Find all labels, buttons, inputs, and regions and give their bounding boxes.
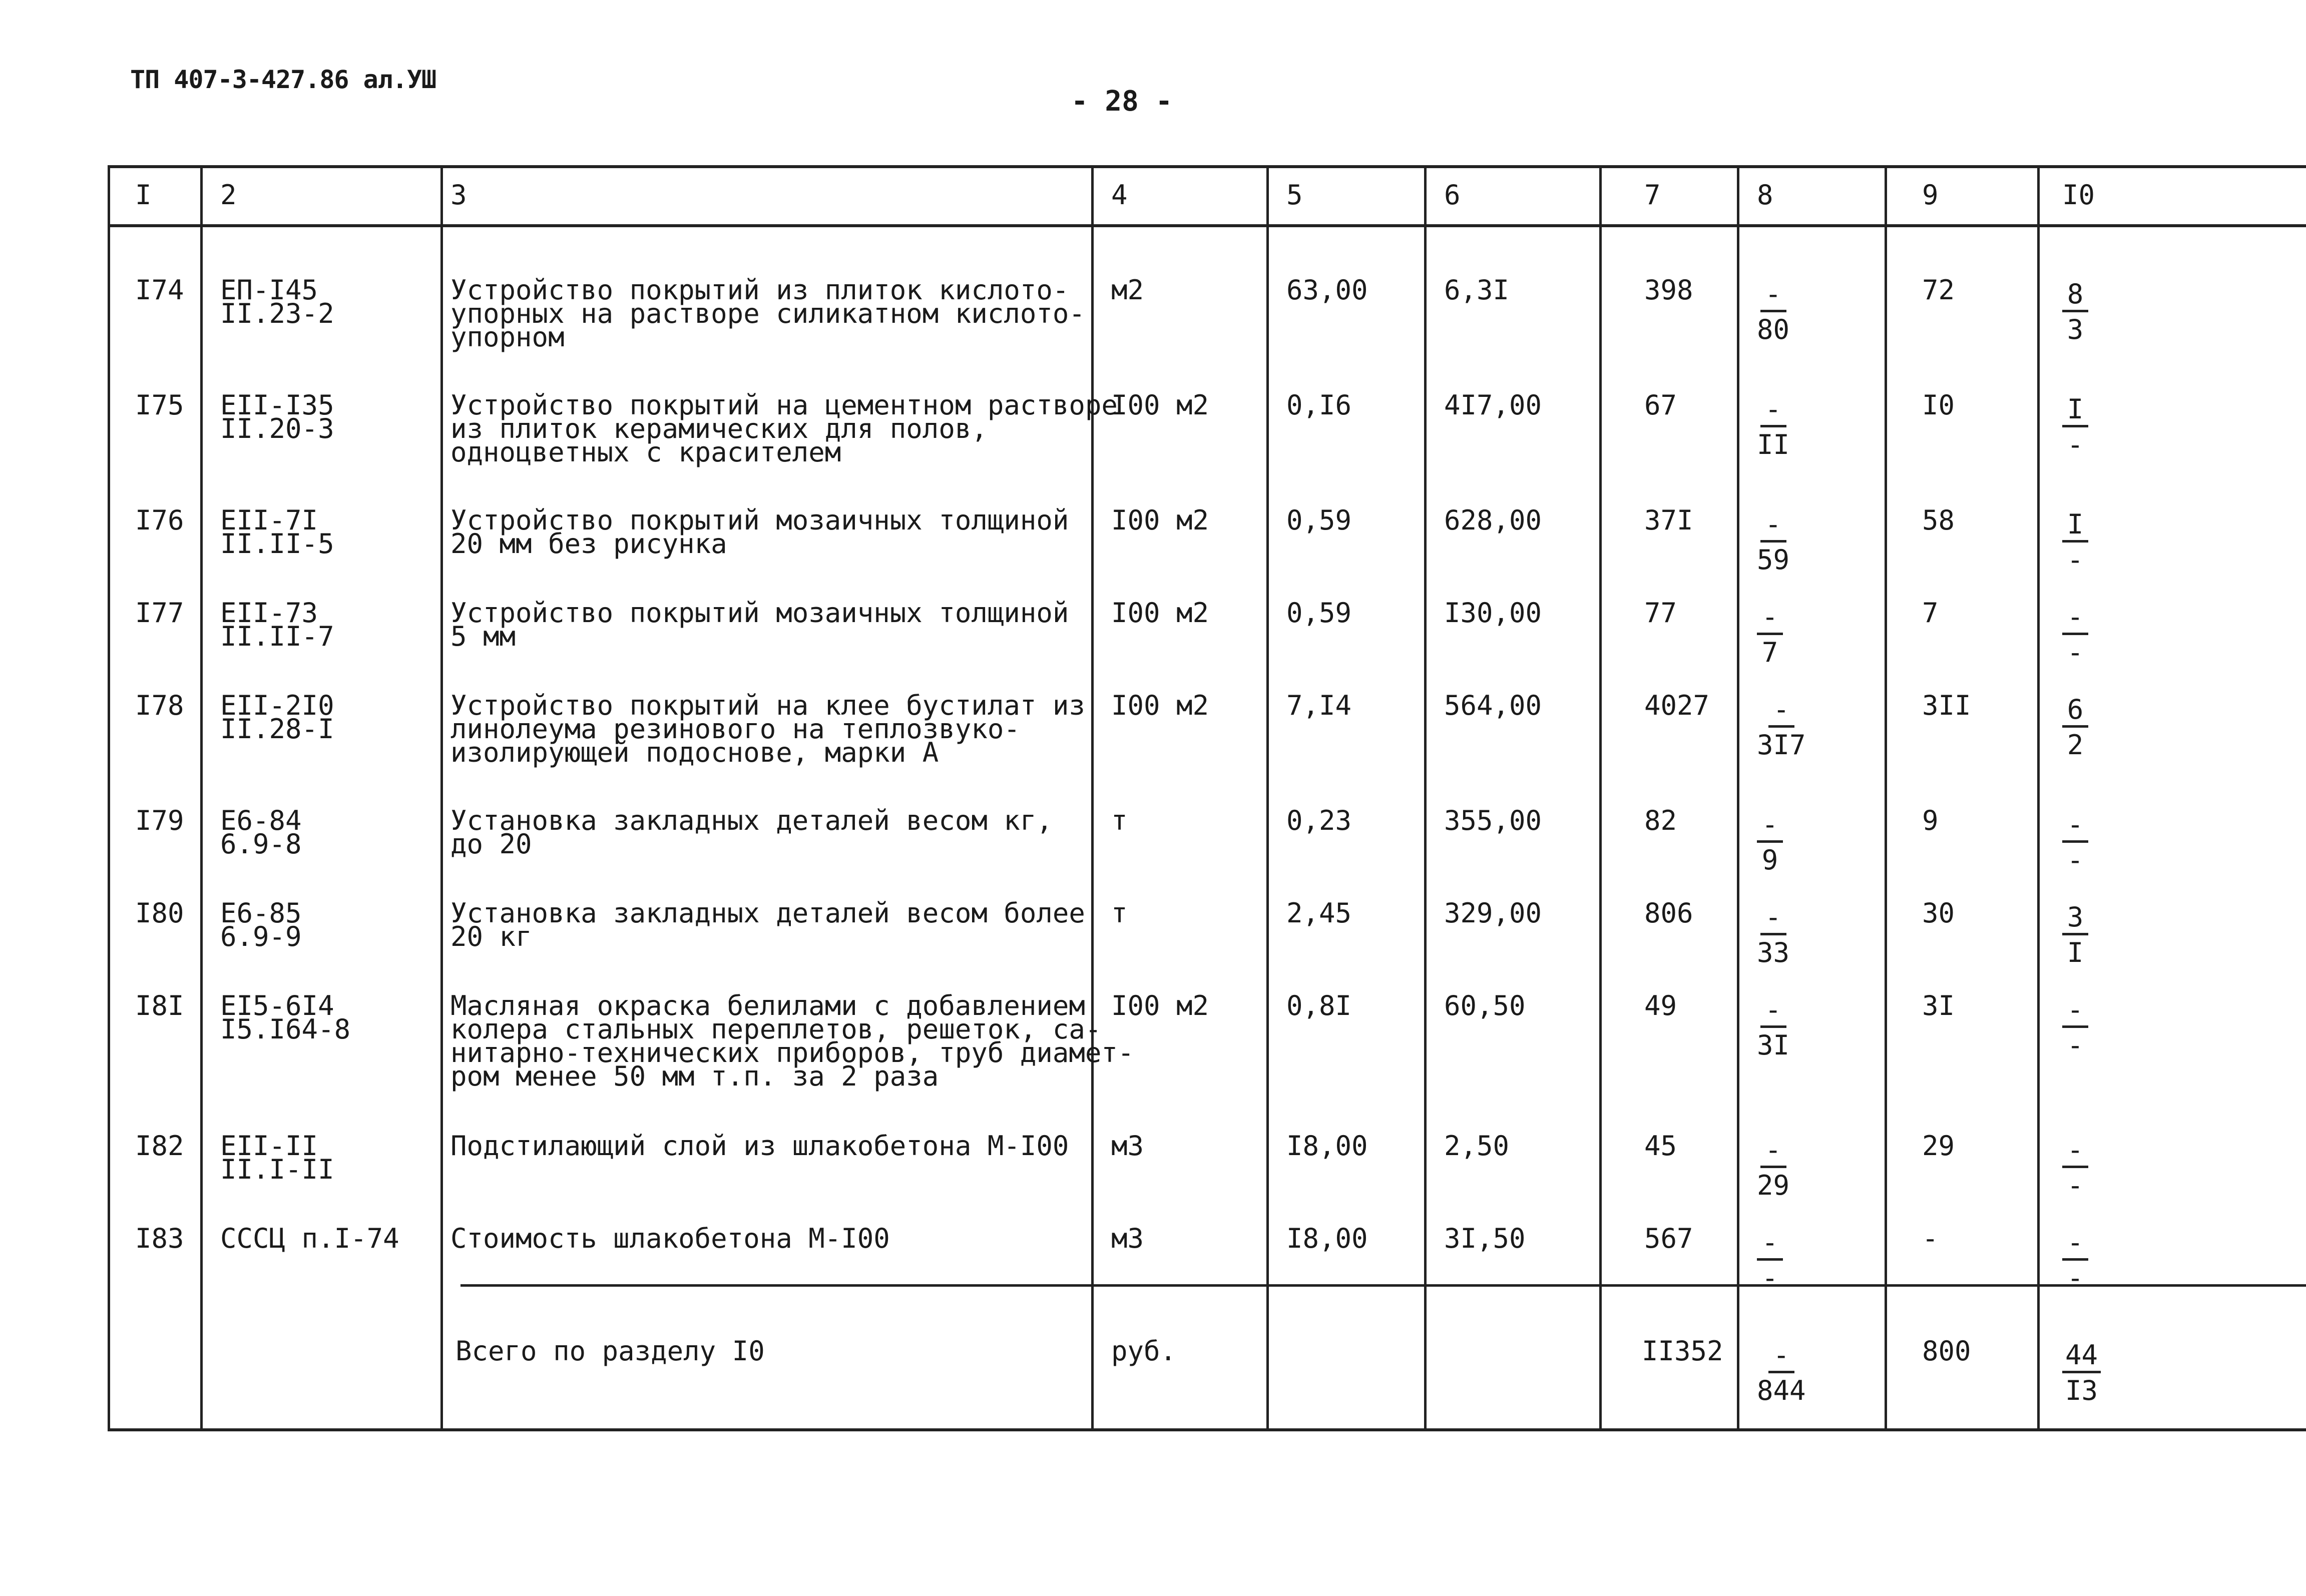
row-col8-fraction xyxy=(1757,393,1790,460)
row-col10-fraction-numerator: I xyxy=(2062,396,2088,427)
row-unit: м3 xyxy=(1111,1130,1144,1162)
row-description-line: Установка закладных деталей весом кг, xyxy=(450,805,1053,836)
row-description-line: до 20 xyxy=(450,828,532,860)
row-code-line: Е6-85 xyxy=(220,897,302,929)
row-col8-fraction-denominator: 29 xyxy=(1757,1170,1790,1201)
row-col8-fraction xyxy=(1757,278,1790,345)
row-code-line: 6.9-8 xyxy=(220,828,302,860)
row-quantity: 7,I4 xyxy=(1286,690,1352,721)
row-description-line: из плиток керамических для полов, xyxy=(450,413,988,444)
row-col9: 3II xyxy=(1922,690,1971,721)
row-col9: 3I xyxy=(1922,990,1955,1021)
row-col10-fraction-denominator: - xyxy=(2067,1029,2084,1061)
row-col10-fraction xyxy=(2062,696,2088,759)
row-code-line: ЕII-I35 xyxy=(220,389,334,421)
row-number: I76 xyxy=(135,504,184,536)
column-divider xyxy=(1599,168,1602,1428)
row-col10-fraction-numerator: - xyxy=(2062,811,2088,843)
row-quantity: I8,00 xyxy=(1286,1130,1368,1162)
row-cost: 806 xyxy=(1644,897,1693,929)
row-col9: 9 xyxy=(1922,805,1939,836)
row-col9: 30 xyxy=(1922,897,1955,929)
row-unit: м2 xyxy=(1111,274,1144,306)
row-unit: I00 м2 xyxy=(1111,690,1209,721)
row-number: I83 xyxy=(135,1223,184,1254)
row-number: I75 xyxy=(135,389,184,421)
row-col8-fraction-numerator: - xyxy=(1760,511,1786,543)
column-header: I xyxy=(135,179,152,211)
row-col10-fraction-numerator: I xyxy=(2062,511,2088,543)
row-col10-fraction-denominator: - xyxy=(2067,1170,2084,1201)
row-col10-fraction-numerator: - xyxy=(2062,1137,2088,1168)
row-description-line: 5 мм xyxy=(450,621,516,652)
column-header: 2 xyxy=(220,179,237,211)
row-unit: I00 м2 xyxy=(1111,504,1209,536)
row-col9: I0 xyxy=(1922,389,1955,421)
row-quantity: 0,59 xyxy=(1286,597,1352,629)
row-unit: I00 м2 xyxy=(1111,389,1209,421)
column-header: 5 xyxy=(1286,179,1303,211)
row-col8-fraction-denominator: 80 xyxy=(1757,314,1790,345)
row-unit-price: 3I,50 xyxy=(1444,1223,1526,1254)
row-number: I77 xyxy=(135,597,184,629)
column-divider xyxy=(1424,168,1427,1428)
row-unit-price: 628,00 xyxy=(1444,504,1542,536)
row-col9: 58 xyxy=(1922,504,1955,536)
row-cost: 49 xyxy=(1644,990,1677,1021)
row-col10-fraction-denominator: - xyxy=(2067,544,2084,576)
row-description-line: Подстилающий слой из шлакобетона М-I00 xyxy=(450,1130,1069,1162)
page-number: - 28 - xyxy=(1071,85,1173,118)
total-col10-fraction-denominator: I3 xyxy=(2065,1375,2098,1406)
total-col8-fraction-numerator: - xyxy=(1768,1342,1794,1373)
row-col8-fraction-numerator: - xyxy=(1760,396,1786,427)
row-col8-fraction-numerator: - xyxy=(1760,1137,1786,1168)
row-code-line: II.20-3 xyxy=(220,413,334,444)
row-code-line: ЕII-73 xyxy=(220,597,318,629)
total-col10-fraction-numerator: 44 xyxy=(2062,1342,2101,1373)
row-description-line: 20 мм без рисунка xyxy=(450,528,727,560)
row-col8-fraction-denominator: 33 xyxy=(1757,937,1790,968)
row-number: I79 xyxy=(135,805,184,836)
column-header: 4 xyxy=(1111,179,1128,211)
row-col10-fraction xyxy=(2062,601,2088,668)
row-col10-fraction-numerator: - xyxy=(2062,1229,2088,1261)
row-col8-fraction-denominator: 7 xyxy=(1761,637,1778,668)
row-unit: м3 xyxy=(1111,1223,1144,1254)
row-quantity: 63,00 xyxy=(1286,274,1368,306)
row-unit: т xyxy=(1111,897,1128,929)
row-code-line: Е6-84 xyxy=(220,805,302,836)
row-col10-fraction-numerator: - xyxy=(2062,604,2088,635)
row-description-line: колера стальных переплетов, решеток, са- xyxy=(450,1013,1102,1045)
row-description-line: ром менее 50 мм т.п. за 2 раза xyxy=(450,1060,939,1092)
row-unit: I00 м2 xyxy=(1111,990,1209,1021)
row-code-line: II.23-2 xyxy=(220,298,334,329)
row-cost: 67 xyxy=(1644,389,1677,421)
row-col10-fraction-denominator: - xyxy=(2067,1262,2084,1294)
column-divider xyxy=(2037,168,2040,1428)
column-header: 9 xyxy=(1922,179,1939,211)
row-col10-fraction xyxy=(2062,996,2088,1059)
row-description-line: линолеума резинового на теплозвуко- xyxy=(450,713,1020,745)
row-col8-fraction xyxy=(1757,901,1790,968)
row-description-line: Масляная окраска белилами с добавлением xyxy=(450,990,1085,1021)
row-col10-fraction-denominator: - xyxy=(2067,844,2084,876)
header-rule xyxy=(110,224,2306,227)
row-col8-fraction-numerator: - xyxy=(1760,904,1786,935)
column-header: 6 xyxy=(1444,179,1461,211)
row-col8-fraction-denominator: - xyxy=(1761,1262,1778,1294)
row-col10-fraction xyxy=(2062,508,2088,576)
row-col9: 29 xyxy=(1922,1130,1955,1162)
row-quantity: 0,I6 xyxy=(1286,389,1352,421)
row-number: I8I xyxy=(135,990,184,1021)
column-divider xyxy=(1266,168,1269,1428)
row-col10-fraction-denominator: I xyxy=(2067,937,2084,968)
row-unit-price: 60,50 xyxy=(1444,990,1526,1021)
row-col10-fraction xyxy=(2062,901,2088,968)
row-col8-fraction-numerator: - xyxy=(1760,996,1786,1028)
row-quantity: 0,8I xyxy=(1286,990,1352,1021)
row-cost: 37I xyxy=(1644,504,1693,536)
row-col8-fraction xyxy=(1757,1229,1783,1292)
column-header: 7 xyxy=(1644,179,1661,211)
row-description-line: Стоимость шлакобетона М-I00 xyxy=(450,1223,890,1254)
row-cost: 45 xyxy=(1644,1130,1677,1162)
total-col9: 800 xyxy=(1922,1335,1971,1367)
row-code-line: ЕII-2I0 xyxy=(220,690,334,721)
document-code: ТП 407-3-427.86 ал.УШ xyxy=(130,65,436,94)
row-col8-fraction-denominator: II xyxy=(1757,429,1790,460)
row-col8-fraction xyxy=(1757,996,1789,1059)
row-col9: - xyxy=(1922,1223,1939,1254)
row-description-line: упорных на растворе силикатном кислото- xyxy=(450,298,1085,329)
row-code-line: 6.9-9 xyxy=(220,921,302,952)
row-number: I74 xyxy=(135,274,184,306)
row-code-line: ЕII-7I xyxy=(220,504,318,536)
total-col8-fraction-denominator: 844 xyxy=(1757,1375,1806,1406)
row-unit-price: 329,00 xyxy=(1444,897,1542,929)
row-cost: 4027 xyxy=(1644,690,1710,721)
row-description-line: Устройство покрытий из плиток кислото- xyxy=(450,274,1069,306)
row-col10-fraction-numerator: 6 xyxy=(2062,696,2088,728)
total-col8-fraction xyxy=(1757,1339,1806,1406)
row-col8-fraction-denominator: 59 xyxy=(1757,544,1790,576)
column-header: 8 xyxy=(1757,179,1773,211)
row-col8-fraction-denominator: 3I xyxy=(1757,1029,1790,1061)
column-header: I0 xyxy=(2062,179,2095,211)
row-description-line: упорном xyxy=(450,321,565,353)
column-divider xyxy=(1091,168,1094,1428)
row-description-line: Устройство покрытий на цементном растворе xyxy=(450,389,1118,421)
row-col10-fraction xyxy=(2062,393,2088,460)
row-col8-fraction xyxy=(1757,601,1783,668)
total-cost: II352 xyxy=(1642,1335,1723,1367)
total-col10-fraction xyxy=(2062,1339,2101,1406)
column-header: 3 xyxy=(450,179,467,211)
row-code-line: II.II-7 xyxy=(220,621,334,652)
row-description-line: Устройство покрытий на клее бустилат из xyxy=(450,690,1085,721)
row-col10-fraction-numerator: 8 xyxy=(2062,281,2088,312)
row-unit: т xyxy=(1111,805,1128,836)
row-col10-fraction xyxy=(2062,811,2088,874)
row-code-line: ЕП-I45 xyxy=(220,274,318,306)
row-description-line: одноцветных с красителем xyxy=(450,436,841,468)
row-col8-fraction-numerator: - xyxy=(1757,604,1783,635)
total-description: Всего по разделу I0 xyxy=(455,1335,765,1367)
row-col8-fraction xyxy=(1757,508,1790,576)
row-code-line: СССЦ п.I-74 xyxy=(220,1223,399,1254)
row-unit-price: I30,00 xyxy=(1444,597,1542,629)
row-unit: I00 м2 xyxy=(1111,597,1209,629)
row-quantity: 2,45 xyxy=(1286,897,1352,929)
row-description-line: 20 кг xyxy=(450,921,532,952)
row-col8-fraction-numerator: - xyxy=(1760,281,1786,312)
row-col10-fraction-denominator: - xyxy=(2067,429,2084,460)
column-divider xyxy=(440,168,443,1428)
row-col8-fraction-denominator: 3I7 xyxy=(1757,729,1806,761)
row-col8-fraction xyxy=(1757,1134,1790,1201)
row-quantity: I8,00 xyxy=(1286,1223,1368,1254)
row-number: I80 xyxy=(135,897,184,929)
row-col9: 7 xyxy=(1922,597,1939,629)
row-quantity: 0,59 xyxy=(1286,504,1352,536)
row-cost: 567 xyxy=(1644,1223,1693,1254)
total-unit: руб. xyxy=(1111,1335,1177,1367)
row-cost: 82 xyxy=(1644,805,1677,836)
row-col8-fraction-numerator: - xyxy=(1768,696,1794,728)
row-col10-fraction-denominator: - xyxy=(2067,637,2084,668)
row-col10-fraction-denominator: 3 xyxy=(2067,314,2084,345)
row-code-line: I5.I64-8 xyxy=(220,1013,351,1045)
row-code-line: ЕI5-6I4 xyxy=(220,990,334,1021)
row-cost: 398 xyxy=(1644,274,1693,306)
row-number: I78 xyxy=(135,690,184,721)
row-description-line: нитарно-технических приборов, труб диамет- xyxy=(450,1037,1134,1069)
column-divider xyxy=(200,168,203,1428)
row-col8-fraction-denominator: 9 xyxy=(1761,844,1778,876)
row-number: I82 xyxy=(135,1130,184,1162)
row-col10-fraction-numerator: - xyxy=(2062,996,2088,1028)
row-description-line: Устройство покрытий мозаичных толщиной xyxy=(450,597,1069,629)
row-col10-fraction xyxy=(2062,278,2088,345)
row-description-line: Установка закладных деталей весом более xyxy=(450,897,1085,929)
row-col8-fraction xyxy=(1757,696,1806,759)
column-divider xyxy=(1885,168,1887,1428)
row-col8-fraction-numerator: - xyxy=(1757,1229,1783,1261)
row-unit-price: 4I7,00 xyxy=(1444,389,1542,421)
row-code-line: II.28-I xyxy=(220,713,334,745)
row-col9: 72 xyxy=(1922,274,1955,306)
estimate-table xyxy=(108,165,2306,1431)
row-description-line: Устройство покрытий мозаичных толщиной xyxy=(450,504,1069,536)
row-col8-fraction-numerator: - xyxy=(1757,811,1783,843)
row-col10-fraction-denominator: 2 xyxy=(2067,729,2084,761)
row-unit-price: 355,00 xyxy=(1444,805,1542,836)
row-code-line: II.II-5 xyxy=(220,528,334,560)
row-unit-price: 564,00 xyxy=(1444,690,1542,721)
row-col10-fraction xyxy=(2062,1229,2088,1292)
row-code-line: II.I-II xyxy=(220,1154,334,1185)
total-rule xyxy=(460,1284,2306,1287)
row-unit-price: 2,50 xyxy=(1444,1130,1510,1162)
column-divider xyxy=(1737,168,1739,1428)
row-col8-fraction xyxy=(1757,811,1783,874)
row-quantity: 0,23 xyxy=(1286,805,1352,836)
row-cost: 77 xyxy=(1644,597,1677,629)
row-col10-fraction xyxy=(2062,1134,2088,1201)
row-col10-fraction-numerator: 3 xyxy=(2062,904,2088,935)
row-unit-price: 6,3I xyxy=(1444,274,1510,306)
row-code-line: ЕII-II xyxy=(220,1130,318,1162)
row-description-line: изолирующей подоснове, марки А xyxy=(450,737,939,768)
